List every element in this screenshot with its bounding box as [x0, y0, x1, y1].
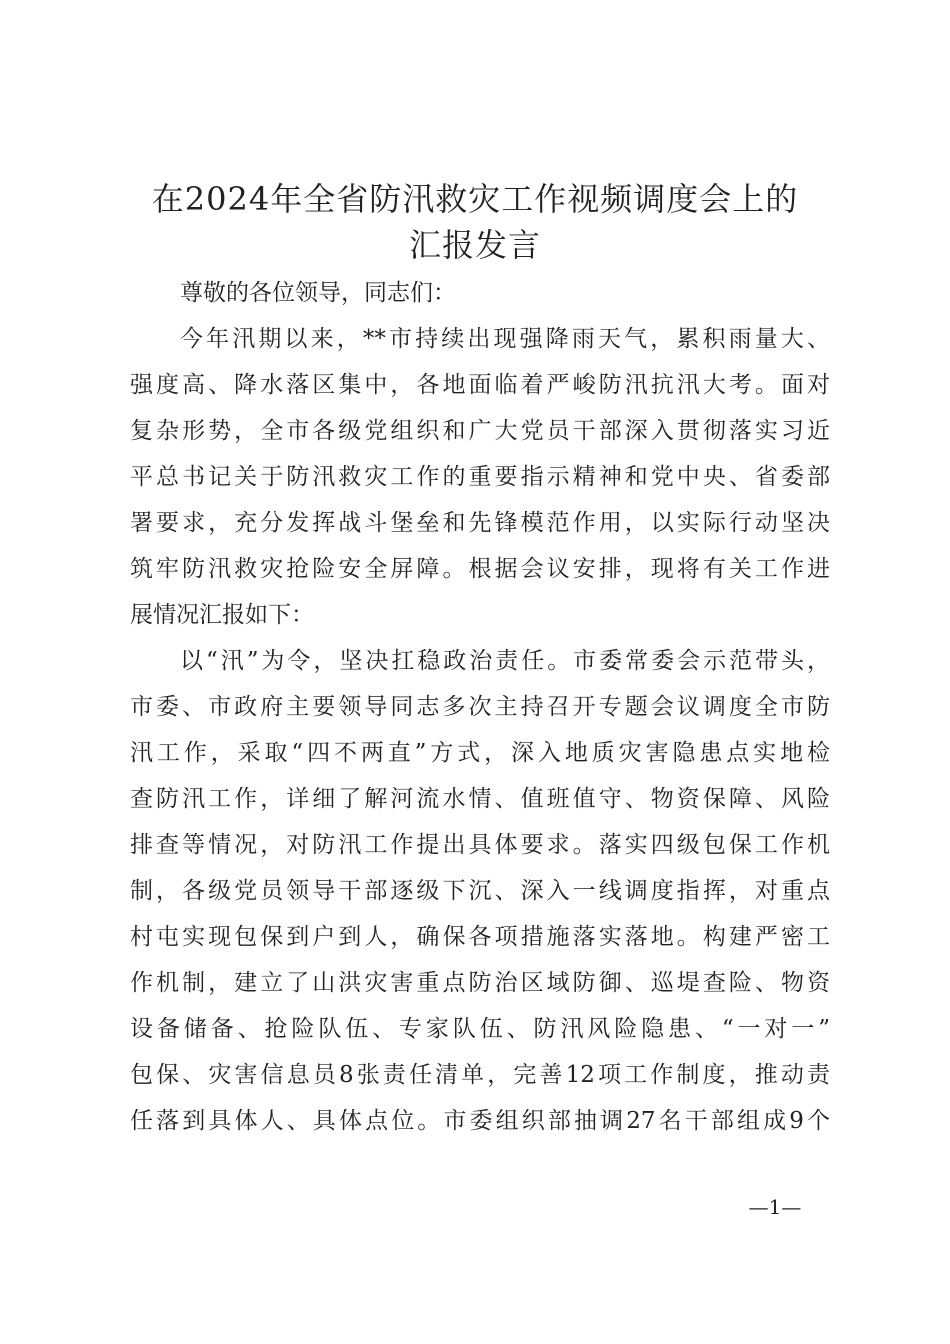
paragraph-line: 设备储备、抢险队伍、专家队伍、防汛风险隐患、“一对一”: [130, 1016, 830, 1042]
paragraph-line: 作机制，建立了山洪灾害重点防治区域防御、巡堤查险、物资: [130, 970, 830, 996]
page-number: —1—: [748, 1195, 802, 1219]
paragraph-line: 平总书记关于防汛救灾工作的重要指示精神和党中央、省委部: [130, 464, 830, 490]
paragraph-line: 汛工作，采取“四不两直”方式，深入地质灾害隐患点实地检: [130, 740, 830, 766]
paragraph-line: 任落到具体人、具体点位。市委组织部抽调27名干部组成9个: [130, 1108, 830, 1134]
paragraph-line: 筑牢防汛救灾抢险安全屏障。根据会议安排，现将有关工作进: [130, 556, 830, 582]
document-title-line-2: 汇报发言: [408, 226, 541, 264]
paragraph-line: 查防汛工作，详细了解河流水情、值班值守、物资保障、风险: [130, 786, 830, 812]
paragraph-line: 排查等情况，对防汛工作提出具体要求。落实四级包保工作机: [130, 832, 830, 858]
paragraph-line: 今年汛期以来，**市持续出现强降雨天气，累积雨量大、: [180, 326, 830, 352]
paragraph-line: 以“汛”为令，坚决扛稳政治责任。市委常委会示范带头，: [180, 648, 830, 674]
paragraph-line: 包保、灾害信息员8张责任清单，完善12项工作制度，推动责: [130, 1062, 830, 1088]
paragraph-line: 展情况汇报如下：: [130, 602, 314, 628]
paragraph-line: 市委、市政府主要领导同志多次主持召开专题会议调度全市防: [130, 694, 830, 720]
paragraph-line: 复杂形势，全市各级党组织和广大党员干部深入贯彻落实习近: [130, 418, 830, 444]
document-title-line-1: 在2024年全省防汛救灾工作视频调度会上的: [151, 180, 799, 218]
paragraph-line: 署要求，充分发挥战斗堡垒和先锋模范作用，以实际行动坚决: [130, 510, 830, 536]
salutation: 尊敬的各位领导，同志们：: [180, 280, 456, 306]
paragraph-line: 村屯实现包保到户到人，确保各项措施落实落地。构建严密工: [130, 924, 830, 950]
paragraph-line: 强度高、降水落区集中，各地面临着严峻防汛抗汛大考。面对: [130, 372, 830, 398]
paragraph-line: 制，各级党员领导干部逐级下沉、深入一线调度指挥，对重点: [130, 878, 830, 904]
